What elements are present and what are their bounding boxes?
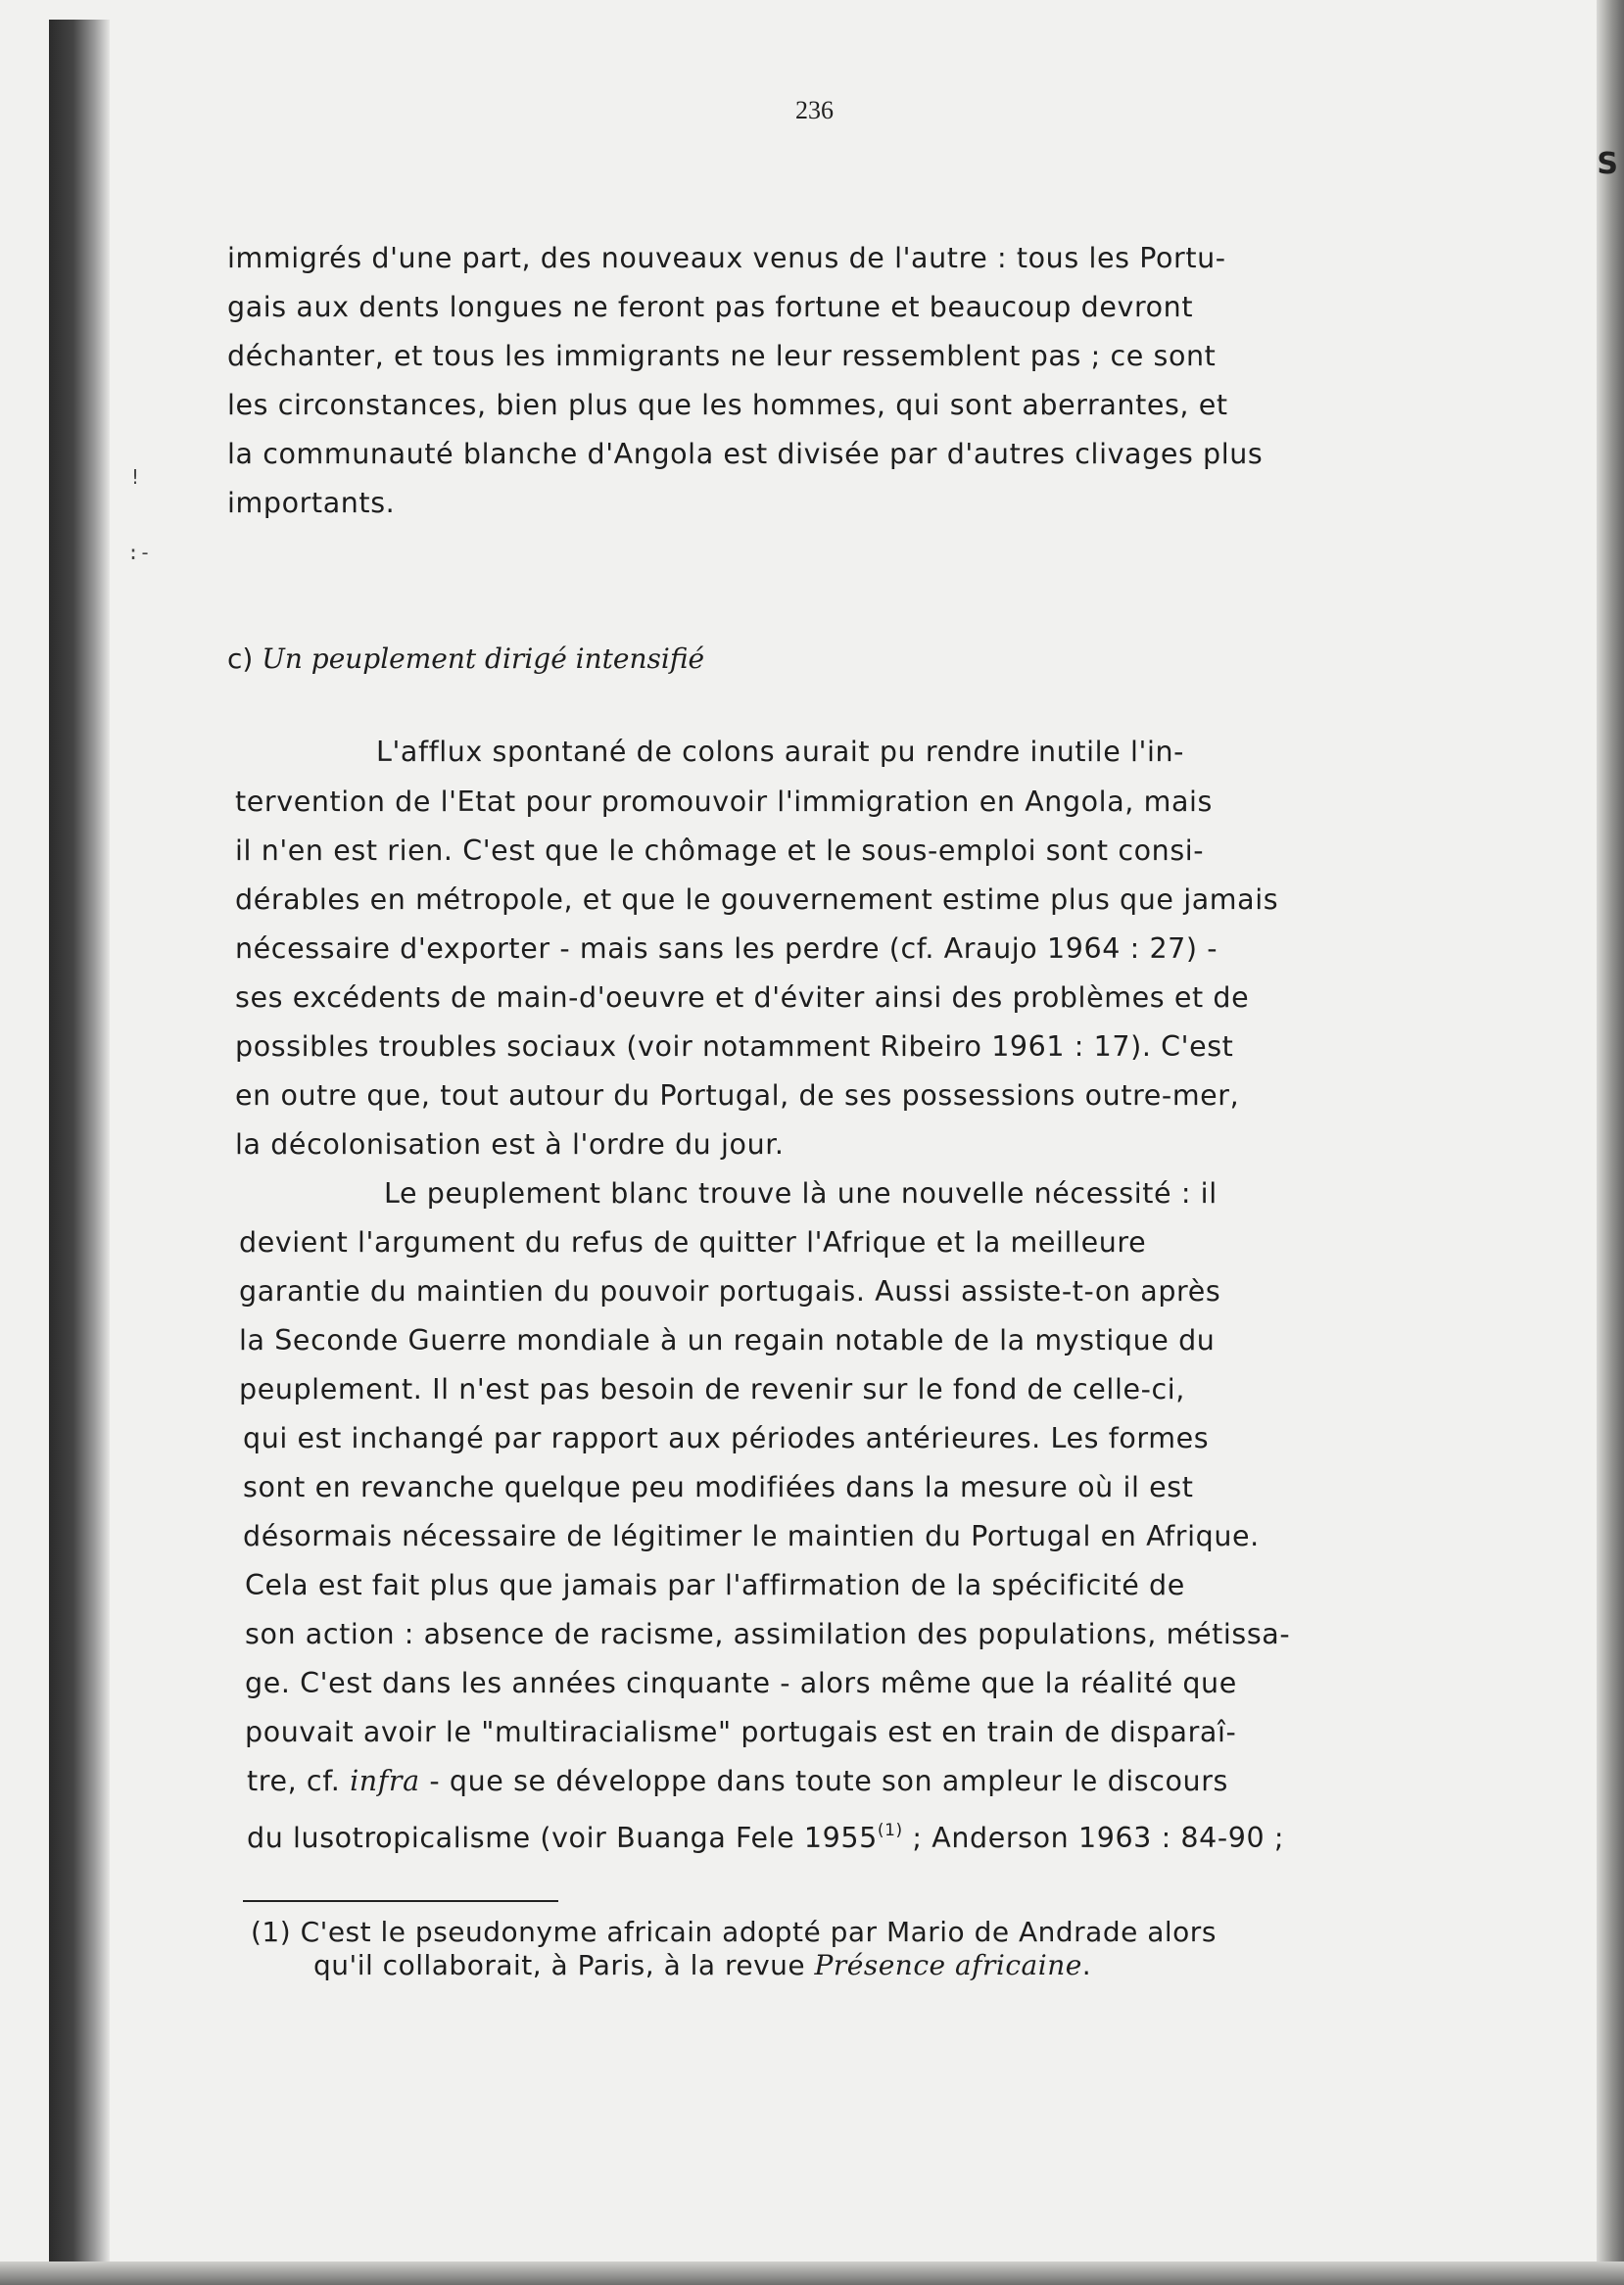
text-line: L'afflux spontané de colons aurait pu rendre inutile l'in- [376, 736, 1185, 768]
margin-mark: :- [127, 541, 152, 564]
text-line: son action : absence de racisme, assimilation des populations, métissa- [245, 1618, 1291, 1650]
text-line: qui est inchangé par rapport aux périodes antérieures. Les formes [243, 1422, 1210, 1454]
text-line: tervention de l'Etat pour promouvoir l'immigration en Angola, mais [235, 785, 1213, 818]
text-fragment: du lusotropicalisme (voir Buanga Fele 1955 [247, 1822, 878, 1854]
text-line: Le peuplement blanc trouve là une nouvelle nécessité : il [384, 1177, 1218, 1210]
edge-mark: S [1597, 147, 1618, 181]
footnote-text: qu'il collaborait, à Paris, à la revue [313, 1949, 815, 1981]
text-line [247, 1813, 1284, 1856]
binding-shadow [49, 20, 110, 2272]
text-line: immigrés d'une part, des nouveaux venus de l'autre : tous les Portu- [227, 242, 1226, 274]
text-fragment: ; Anderson 1963 : 84-90 ; [902, 1822, 1285, 1854]
section-title: Un peuplement dirigé intensifié [262, 643, 705, 675]
journal-title: Présence africaine [814, 1949, 1082, 1981]
text-line: nécessaire d'exporter - mais sans les perdre (cf. Araujo 1964 : 27) - [235, 932, 1218, 965]
text-line: la communauté blanche d'Angola est divisée par d'autres clivages plus [227, 438, 1264, 470]
section-marker: c) [227, 643, 254, 675]
page-bottom-edge [0, 2261, 1624, 2285]
text-line: devient l'argument du refus de quitter l'Afrique et la meilleure [239, 1226, 1147, 1259]
footnote-separator [243, 1900, 558, 1902]
text-line: importants. [227, 487, 396, 519]
section-heading [227, 643, 704, 675]
margin-mark: ! [129, 465, 142, 489]
page-right-edge [1597, 0, 1624, 2285]
text-line: ge. C'est dans les années cinquante - alors même que la réalité que [245, 1667, 1237, 1699]
text-line: pouvait avoir le "multiracialisme" portugais est en train de disparaî- [245, 1716, 1237, 1748]
text-line [247, 1764, 1228, 1799]
footnote-line [251, 1916, 1217, 1948]
text-line: la Seconde Guerre mondiale à un regain notable de la mystique du [239, 1324, 1216, 1357]
text-line: gais aux dents longues ne feront pas fortune et beaucoup devront [227, 291, 1194, 323]
text-line: désormais nécessaire de légitimer le maintien du Portugal en Afrique. [243, 1520, 1260, 1552]
footnote-reference: (1) [877, 1821, 903, 1840]
text-line: possibles troubles sociaux (voir notamment Ribeiro 1961 : 17). C'est [235, 1030, 1234, 1063]
page-number: 236 [795, 96, 834, 124]
text-line: ses excédents de main-d'oeuvre et d'éviter ainsi des problèmes et de [235, 981, 1250, 1014]
italic-term: infra [350, 1765, 420, 1797]
text-line: les circonstances, bien plus que les hommes, qui sont aberrantes, et [227, 389, 1228, 421]
text-fragment: - que se développe dans toute son ampleur le discours [419, 1765, 1228, 1797]
text-fragment: tre, cf. [247, 1765, 341, 1797]
text-line: peuplement. Il n'est pas besoin de revenir sur le fond de celle-ci, [239, 1373, 1185, 1405]
text-line: en outre que, tout autour du Portugal, de ses possessions outre-mer, [235, 1079, 1240, 1112]
text-line: déchanter, et tous les immigrants ne leur ressemblent pas ; ce sont [227, 340, 1217, 372]
text-line: sont en revanche quelque peu modifiées dans la mesure où il est [243, 1471, 1194, 1503]
footnote-line [313, 1949, 1091, 1981]
text-line: la décolonisation est à l'ordre du jour. [235, 1128, 785, 1161]
text-line: Cela est fait plus que jamais par l'affirmation de la spécificité de [245, 1569, 1185, 1601]
footnote-text: C'est le pseudonyme africain adopté par Mario de Andrade alors [300, 1916, 1217, 1948]
text-line: dérables en métropole, et que le gouvernement estime plus que jamais [235, 883, 1279, 916]
text-line: garantie du maintien du pouvoir portugais. Aussi assiste-t-on après [239, 1275, 1221, 1308]
text-line: il n'en est rien. C'est que le chômage et le sous-emploi sont consi- [235, 834, 1205, 867]
footnote-text: . [1081, 1949, 1092, 1981]
footnote-marker: (1) [251, 1916, 292, 1948]
